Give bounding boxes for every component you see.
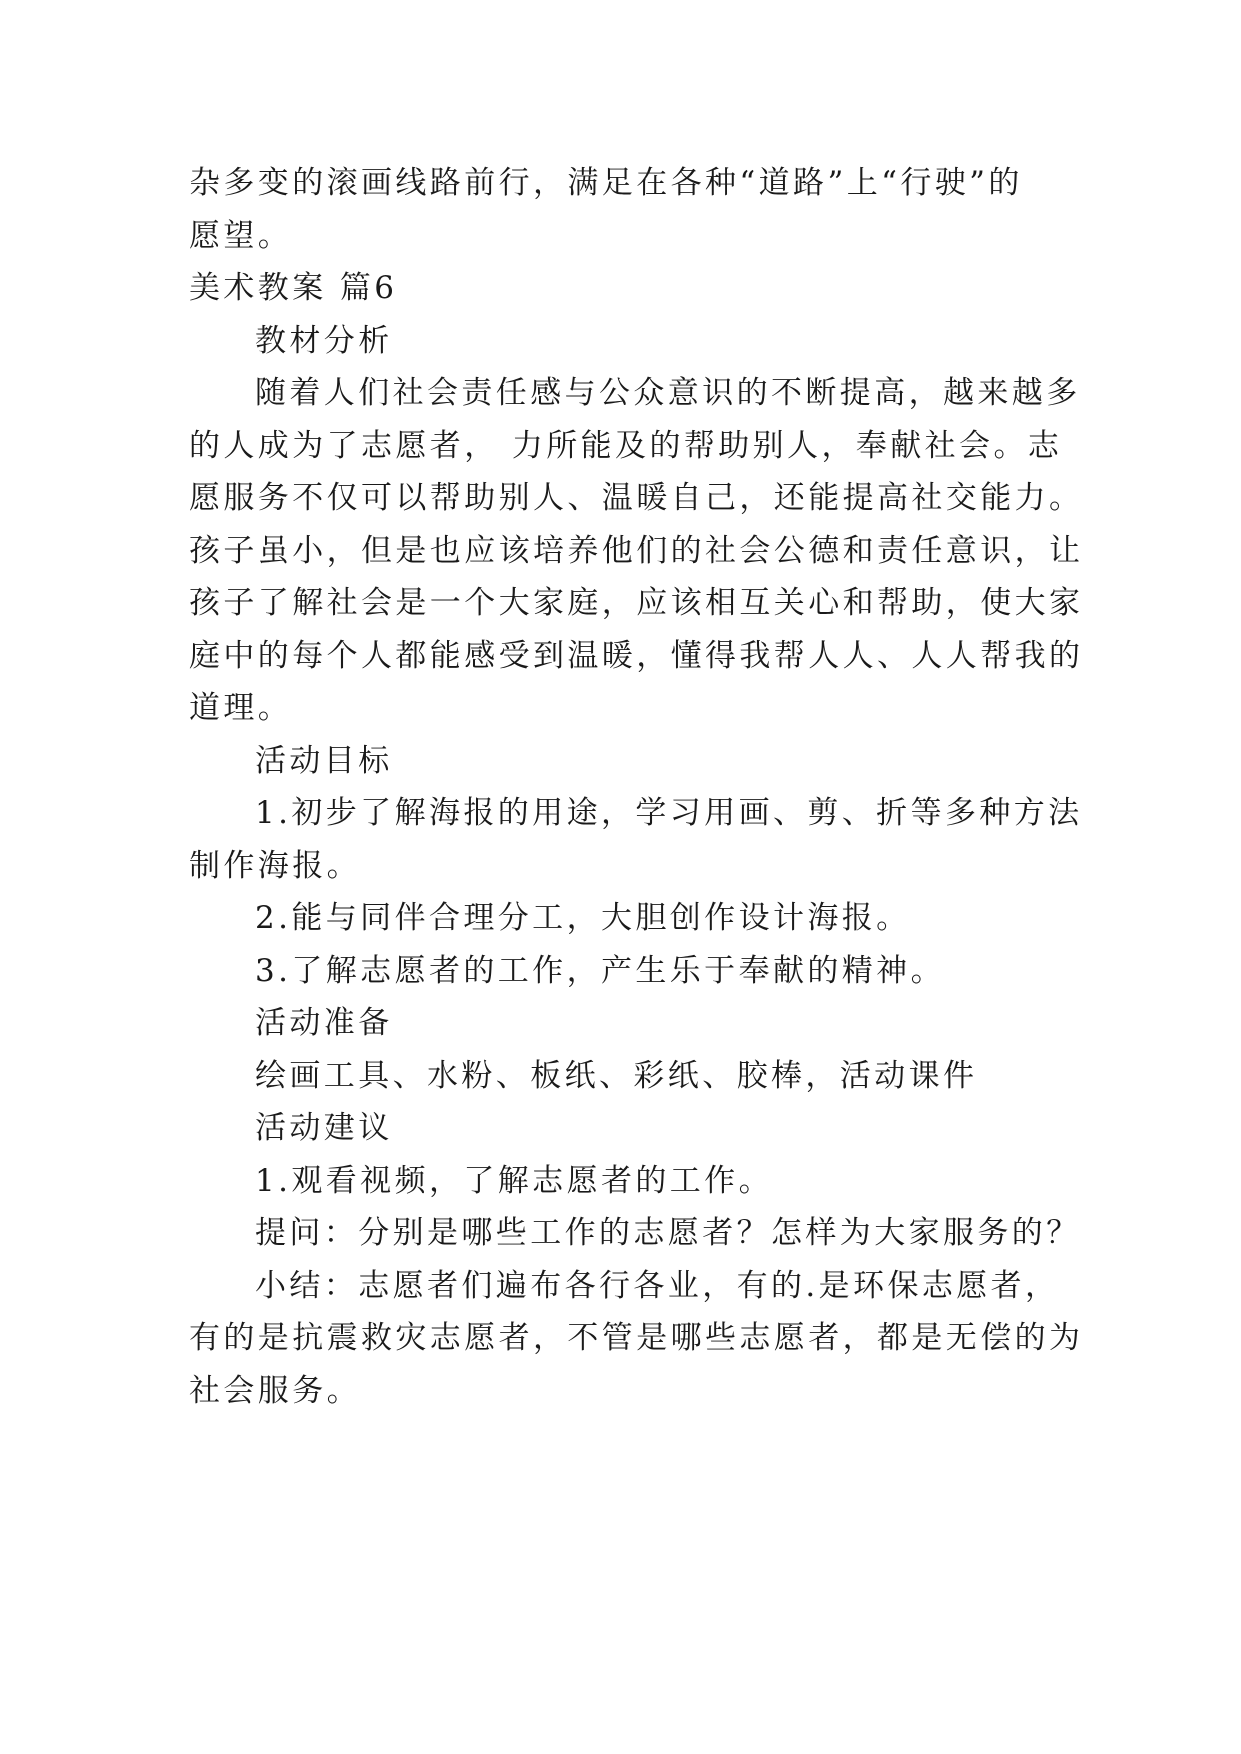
subheading-activity-suggestions: 活动建议: [255, 1110, 393, 1146]
text-line: 随着人们社会责任感与公众意识的不断提高，越来越多: [255, 375, 1081, 411]
text-line: 制作海报。: [189, 847, 361, 884]
list-item: 1.初步了解海报的用途，学习用画、剪、折等多种方法: [255, 795, 1083, 831]
text-line: 提问：分别是哪些工作的志愿者？怎样为大家服务的？: [255, 1215, 1081, 1251]
subheading-activity-goals: 活动目标: [255, 742, 393, 779]
subheading-material-analysis: 教材分析: [255, 322, 393, 359]
text-line: 愿望。: [189, 217, 293, 254]
text-line: 社会服务。: [189, 1372, 361, 1409]
list-item: 2.能与同伴合理分工，大胆创作设计海报。: [255, 900, 911, 936]
list-item: 1.观看视频，了解志愿者的工作。: [255, 1162, 773, 1199]
text-line: 孩子虽小，但是也应该培养他们的社会公德和责任意识，让: [189, 532, 1084, 569]
text-line: 庭中的每个人都能感受到温暖，懂得我帮人人、人人帮我的: [189, 637, 1084, 674]
section-heading: 美术教案 篇6: [189, 270, 398, 306]
list-item: 3.了解志愿者的工作，产生乐于奉献的精神。: [255, 952, 945, 989]
subheading-activity-preparation: 活动准备: [255, 1005, 393, 1041]
text-line: 有的是抗震救灾志愿者，不管是哪些志愿者，都是无偿的为: [189, 1320, 1084, 1356]
document-body: [189, 157, 1084, 1417]
text-line: 小结：志愿者们遍布各行各业，有的.是环保志愿者，: [255, 1267, 1060, 1304]
text-line: 的人成为了志愿者， 力所能及的帮助别人，奉献社会。志: [189, 427, 1063, 464]
text-line: 杂多变的滚画线路前行，满足在各种“道路”上“行驶”的: [189, 165, 1023, 201]
text-line: 愿服务不仅可以帮助别人、温暖自己，还能提高社交能力。: [189, 480, 1084, 516]
text-line: 绘画工具、水粉、板纸、彩纸、胶棒，活动课件: [255, 1057, 978, 1094]
text-line: 孩子了解社会是一个大家庭，应该相互关心和帮助，使大家: [189, 585, 1084, 621]
text-line: 道理。: [189, 690, 293, 726]
